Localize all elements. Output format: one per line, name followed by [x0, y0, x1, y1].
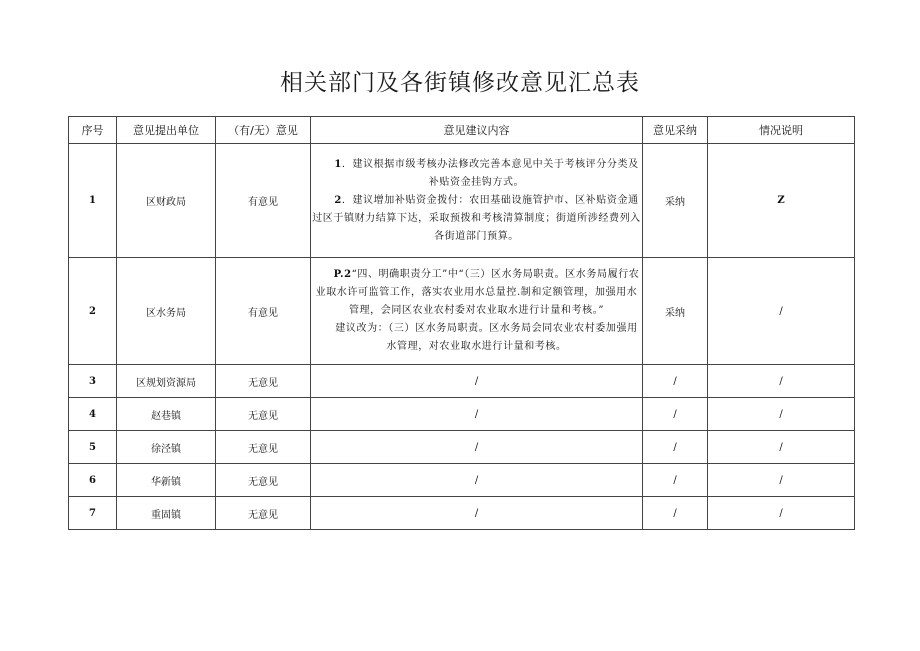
content-paragraph — [311, 266, 642, 320]
table-row — [69, 497, 855, 530]
content-paragraph: 建议改为：（三）区水务局职责。区水务局会同农业农村委加强用水管理，对农业取水进行计量和考核。 — [335, 323, 638, 352]
cell-unit: 区财政局 — [117, 144, 216, 258]
cell-unit: 区水务局 — [117, 258, 216, 365]
table-row — [69, 398, 855, 431]
cell-explanation: / — [708, 258, 855, 365]
content-paragraph — [311, 192, 642, 246]
item-number: 2 — [334, 194, 342, 206]
cell-seq: 4 — [69, 398, 117, 431]
cell-adopted: / — [643, 431, 708, 464]
cell-content: / — [311, 431, 643, 464]
table-row — [69, 144, 855, 258]
cell-content — [311, 144, 643, 258]
cell-has-opinion: 有意见 — [216, 144, 311, 258]
cell-unit: 重固镇 — [117, 497, 216, 530]
cell-adopted: / — [643, 365, 708, 398]
cell-unit: 徐泾镇 — [117, 431, 216, 464]
cell-has-opinion: 有意见 — [216, 258, 311, 365]
table-header-row — [69, 117, 855, 144]
cell-explanation: Z — [708, 144, 855, 258]
cell-content: / — [311, 365, 643, 398]
cell-adopted: / — [643, 398, 708, 431]
page-title: 相关部门及各街镇修改意见汇总表 — [280, 70, 640, 96]
header-unit: 意见提出单位 — [117, 117, 216, 144]
content-paragraph — [311, 156, 642, 192]
table-row — [69, 365, 855, 398]
cell-unit: 赵巷镇 — [117, 398, 216, 431]
item-number: 1 — [334, 158, 342, 170]
cell-explanation: / — [708, 365, 855, 398]
cell-seq: 6 — [69, 464, 117, 497]
cell-seq: 7 — [69, 497, 117, 530]
cell-has-opinion: 无意见 — [216, 365, 311, 398]
header-content: 意见建议内容 — [311, 117, 643, 144]
item-text: “四、明确职责分工”中“（三）区水务局职责。区水务局履行农业取水许可监管工作，落实农业用水总量控.制和定额管理，加强用水管理，会同区农业农村委对农业取水进行计量和考核。” — [315, 269, 640, 316]
header-adopted: 意见采纳 — [643, 117, 708, 144]
cell-adopted: / — [643, 464, 708, 497]
opinion-summary-table — [68, 116, 855, 530]
item-text: ．建议增加补贴资金拨付：农田基础设施管护市、区补贴资金通过区于镇财力结算下达，采取预拨和考核清算制度；街道所涉经费列入各街道部门预算。 — [312, 194, 641, 242]
cell-explanation: / — [708, 497, 855, 530]
cell-adopted: / — [643, 497, 708, 530]
cell-content: / — [311, 497, 643, 530]
cell-seq: 2 — [69, 258, 117, 365]
cell-seq: 1 — [69, 144, 117, 258]
header-seq: 序号 — [69, 117, 117, 144]
cell-has-opinion: 无意见 — [216, 398, 311, 431]
table-row — [69, 258, 855, 365]
cell-explanation: / — [708, 431, 855, 464]
cell-explanation: / — [708, 464, 855, 497]
cell-unit: 华新镇 — [117, 464, 216, 497]
item-number: P.2 — [333, 269, 352, 280]
cell-has-opinion: 无意见 — [216, 497, 311, 530]
cell-adopted: 采纳 — [643, 258, 708, 365]
cell-content: / — [311, 464, 643, 497]
item-text: ．建议根据市级考核办法修改完善本意见中关于考核评分分类及补贴资金挂钩方式。 — [341, 158, 639, 188]
cell-content: / — [311, 398, 643, 431]
cell-explanation: / — [708, 398, 855, 431]
cell-content — [311, 258, 643, 365]
cell-unit: 区规划资源局 — [117, 365, 216, 398]
table-row — [69, 431, 855, 464]
cell-seq: 5 — [69, 431, 117, 464]
table-row — [69, 464, 855, 497]
header-has-opinion: （有/无）意见 — [216, 117, 311, 144]
cell-seq: 3 — [69, 365, 117, 398]
header-explanation: 情况说明 — [708, 117, 855, 144]
cell-has-opinion: 无意见 — [216, 464, 311, 497]
cell-adopted: 采纳 — [643, 144, 708, 258]
cell-has-opinion: 无意见 — [216, 431, 311, 464]
